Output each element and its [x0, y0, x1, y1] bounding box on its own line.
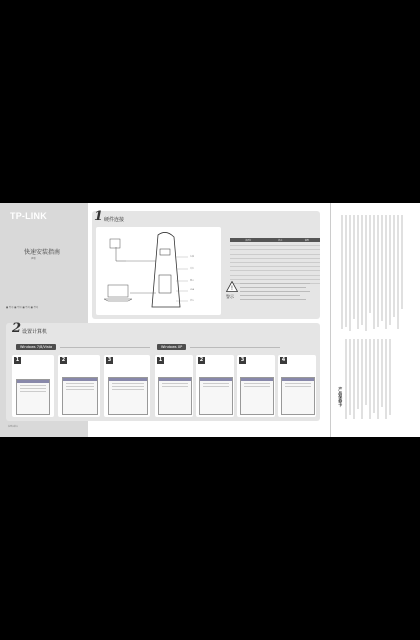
- win7-step-3: [104, 355, 150, 417]
- os-tab-win7: Windows 7/8/Vista: [16, 344, 56, 350]
- label-lan: 网口: [190, 280, 195, 282]
- guide-sheet: [0, 203, 420, 437]
- os-tab-winxp: Windows XP: [157, 344, 186, 350]
- section2-number: 2: [12, 321, 22, 336]
- os-tab-note: [190, 347, 280, 348]
- warning-text-line: [240, 291, 310, 292]
- winxp-step-4: [278, 355, 316, 417]
- back-page: [336, 209, 414, 431]
- screenshot-image: [199, 377, 233, 415]
- warning-text-line: [240, 295, 300, 296]
- win7-step-2: [58, 355, 100, 417]
- screenshot-image: [108, 377, 148, 415]
- warning-label: 警示: [226, 294, 234, 299]
- screenshot-image: [240, 377, 274, 415]
- step-number: 1: [158, 357, 163, 363]
- step-number: 3: [240, 357, 245, 363]
- table-header: 指示灯: [230, 238, 267, 242]
- section1-number: 1: [94, 209, 104, 224]
- step-number: 3: [107, 357, 112, 363]
- table-header: 状态: [267, 238, 293, 242]
- warning-text-line: [240, 287, 306, 288]
- step-number: 4: [281, 357, 286, 363]
- screenshot-image: [62, 377, 98, 415]
- label-usb: USB: [190, 289, 195, 291]
- section2-title: 设置计算机: [22, 329, 48, 335]
- os-tab-note: [60, 347, 150, 348]
- guide-title: 快速安装指南: [24, 249, 61, 256]
- diagram-svg: [96, 227, 221, 315]
- winxp-step-2: [196, 355, 234, 417]
- warranty-heading: 产品保修卡: [338, 387, 344, 407]
- winxp-step-1: [155, 355, 193, 417]
- step-number: 2: [61, 357, 66, 363]
- warning-text-line: [240, 299, 306, 300]
- model-list: ■ 型号 ■ 型号 ■ 型号 ■ 型号: [6, 306, 39, 309]
- footer-note: 说明书版本: [8, 426, 19, 428]
- table-header: 说明: [294, 238, 321, 242]
- back-text-lines: [336, 209, 414, 431]
- warning-text-line: [240, 283, 310, 284]
- guide-subtitle: 声明: [31, 257, 36, 260]
- screenshot-image: [158, 377, 192, 415]
- label-status: 状态: [190, 300, 195, 302]
- screenshot-image: [281, 377, 315, 415]
- section1-title: 硬件连接: [104, 217, 125, 223]
- winxp-step-3: [237, 355, 275, 417]
- label-power: 电源: [190, 256, 195, 258]
- brand-logo: TP-LINK: [10, 211, 47, 221]
- warning-triangle-icon: [226, 281, 238, 292]
- step-number: 1: [15, 357, 20, 363]
- step-number: 2: [199, 357, 204, 363]
- screenshot-image: [16, 379, 50, 415]
- label-reset: 复位: [190, 268, 195, 270]
- led-table: [230, 238, 320, 284]
- fold-line: [330, 203, 331, 437]
- svg-text:!: !: [230, 285, 234, 292]
- connection-diagram: [96, 227, 221, 315]
- win7-step-1: [12, 355, 54, 417]
